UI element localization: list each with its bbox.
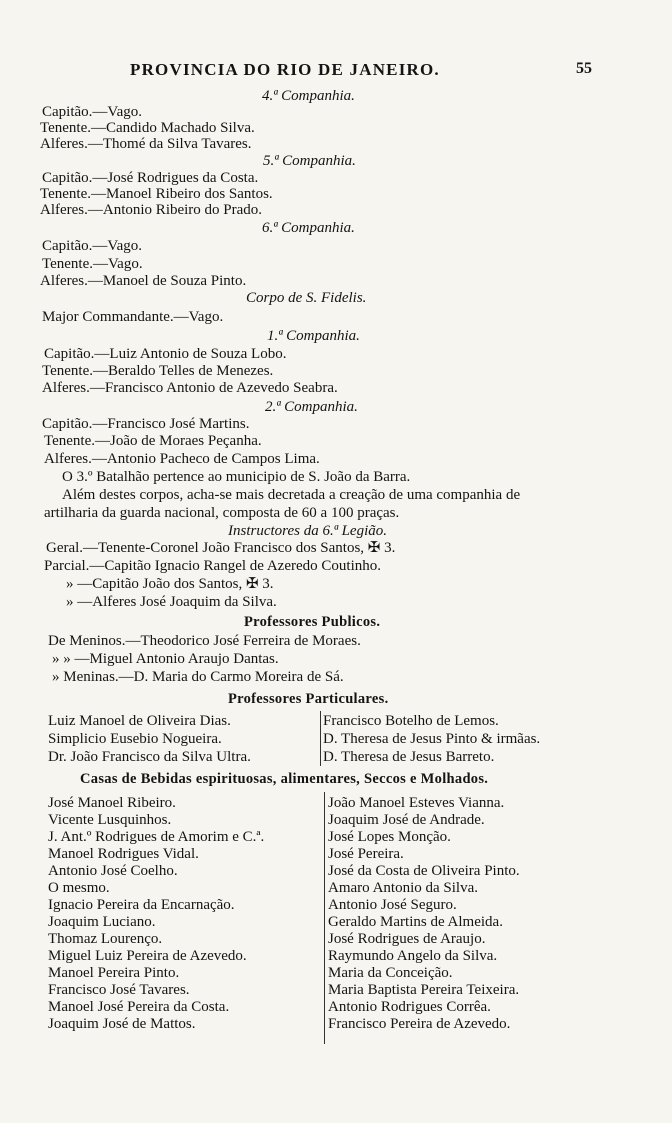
column-divider	[324, 792, 325, 1044]
section-title: Professores Particulares.	[228, 691, 389, 707]
list-item: Ignacio Pereira da Encarnação.	[48, 897, 235, 913]
teacher-line: De Meninos.—Theodorico José Ferreira de Moraes.	[48, 633, 361, 649]
page-number: 55	[576, 60, 592, 77]
officer-line: Alferes.—Antonio Ribeiro do Prado.	[40, 202, 263, 218]
officer-line: Tenente.—João de Moraes Peçanha.	[44, 433, 262, 449]
list-item: O mesmo.	[48, 880, 110, 896]
officer-line: Capitão.—Vago.	[42, 104, 142, 120]
officer-line: Tenente.—Beraldo Telles de Menezes.	[42, 363, 274, 379]
list-item: José Pereira.	[328, 846, 404, 862]
list-item: Joaquim José de Mattos.	[48, 1016, 196, 1032]
major-line: Major Commandante.—Vago.	[42, 309, 224, 325]
section-title: Casas de Bebidas espirituosas, alimentares, Seccos e Molhados.	[80, 771, 489, 787]
list-item: José da Costa de Oliveira Pinto.	[328, 863, 520, 879]
list-item: Manoel José Pereira da Costa.	[48, 999, 230, 1015]
company-title: 4.ª Companhia.	[262, 88, 355, 104]
list-item: Francisco Pereira de Azevedo.	[328, 1016, 511, 1032]
list-item: João Manoel Esteves Vianna.	[328, 795, 505, 811]
list-item: Antonio José Seguro.	[328, 897, 457, 913]
running-title: PROVINCIA DO RIO DE JANEIRO.	[130, 60, 440, 79]
list-item: Vicente Lusquinhos.	[48, 812, 172, 828]
list-item: Luiz Manoel de Oliveira Dias.	[48, 713, 231, 729]
list-item: Dr. João Francisco da Silva Ultra.	[48, 749, 251, 765]
officer-line: Capitão.—José Rodrigues da Costa.	[42, 170, 259, 186]
officer-line: Capitão.—Vago.	[42, 238, 142, 254]
officer-line: Capitão.—Francisco José Martins.	[42, 416, 250, 432]
officer-line: Tenente.—Manoel Ribeiro dos Santos.	[40, 186, 273, 202]
company-title: 2.ª Companhia.	[265, 399, 358, 415]
column-divider	[320, 711, 321, 766]
officer-line: Tenente.—Vago.	[42, 256, 143, 272]
list-item: Manoel Rodrigues Vidal.	[48, 846, 199, 862]
officer-line: Alferes.—Manoel de Souza Pinto.	[40, 273, 247, 289]
note-line: artilharia da guarda nacional, composta de 60 a 100 praças.	[44, 505, 400, 521]
officer-line: Tenente.—Candido Machado Silva.	[40, 120, 255, 136]
instructor-line: Parcial.—Capitão Ignacio Rangel de Azeredo Coutinho.	[44, 558, 381, 574]
list-item: Francisco Botelho de Lemos.	[323, 713, 499, 729]
list-item: José Manoel Ribeiro.	[48, 795, 176, 811]
teacher-line: » » —Miguel Antonio Araujo Dantas.	[52, 651, 279, 667]
note-line: Além destes corpos, acha-se mais decretada a creação de uma companhia de	[62, 487, 521, 503]
list-item: Manoel Pereira Pinto.	[48, 965, 180, 981]
instructor-line: Geral.—Tenente-Coronel João Francisco dos Santos, ✠ 3.	[46, 540, 396, 556]
section-title: Professores Publicos.	[244, 614, 381, 630]
corps-title: Corpo de S. Fidelis.	[246, 290, 367, 306]
officer-line: Alferes.—Francisco Antonio de Azevedo Seabra.	[42, 380, 338, 396]
list-item: Francisco José Tavares.	[48, 982, 190, 998]
company-title: 5.ª Companhia.	[263, 153, 356, 169]
officer-line: Capitão.—Luiz Antonio de Souza Lobo.	[44, 346, 287, 362]
section-title: Instructores da 6.ª Legião.	[228, 523, 387, 539]
list-item: Geraldo Martins de Almeida.	[328, 914, 503, 930]
list-item: Joaquim Luciano.	[48, 914, 156, 930]
list-item: José Rodrigues de Araujo.	[328, 931, 486, 947]
instructor-line: » —Alferes José Joaquim da Silva.	[66, 594, 277, 610]
list-item: Simplicio Eusebio Nogueira.	[48, 731, 222, 747]
teacher-line: » Meninas.—D. Maria do Carmo Moreira de Sá.	[52, 669, 344, 685]
instructor-line: » —Capitão João dos Santos, ✠ 3.	[66, 576, 274, 592]
list-item: Antonio Rodrigues Corrêa.	[328, 999, 491, 1015]
list-item: D. Theresa de Jesus Barreto.	[323, 749, 495, 765]
list-item: Raymundo Angelo da Silva.	[328, 948, 498, 964]
page-header	[0, 60, 672, 84]
company-title: 6.ª Companhia.	[262, 220, 355, 236]
list-item: D. Theresa de Jesus Pinto & irmãas.	[323, 731, 541, 747]
list-item: Antonio José Coelho.	[48, 863, 178, 879]
company-title: 1.ª Companhia.	[267, 328, 360, 344]
list-item: Thomaz Lourenço.	[48, 931, 163, 947]
note-line: O 3.º Batalhão pertence ao municipio de S. João da Barra.	[62, 469, 411, 485]
list-item: Miguel Luiz Pereira de Azevedo.	[48, 948, 247, 964]
list-item: José Lopes Monção.	[328, 829, 451, 845]
list-item: J. Ant.º Rodrigues de Amorim e C.ª.	[48, 829, 265, 845]
list-item: Joaquim José de Andrade.	[328, 812, 485, 828]
list-item: Amaro Antonio da Silva.	[328, 880, 478, 896]
officer-line: Alferes.—Antonio Pacheco de Campos Lima.	[44, 451, 320, 467]
list-item: Maria Baptista Pereira Teixeira.	[328, 982, 520, 998]
officer-line: Alferes.—Thomé da Silva Tavares.	[40, 136, 252, 152]
list-item: Maria da Conceição.	[328, 965, 453, 981]
